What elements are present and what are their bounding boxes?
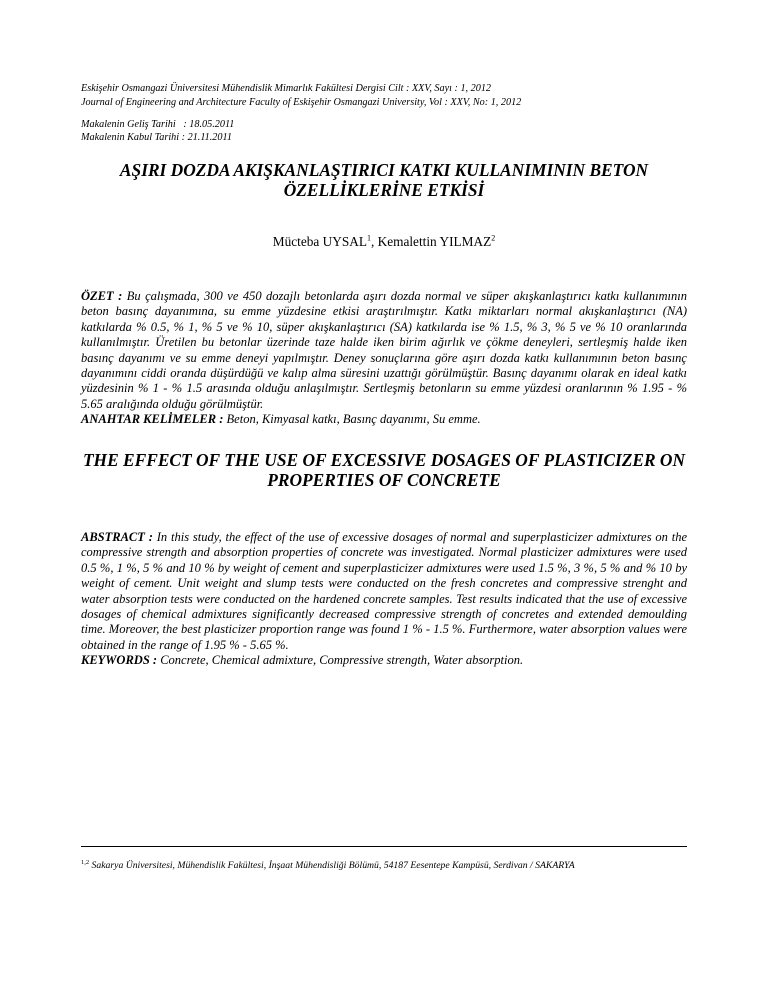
abstract-text: In this study, the effect of the use of excessive dosages of normal and superplasticizer admixtures on the compressive strength and absorption properties of concrete was investigated. Normal plasticizer admixtures were used 0.5 %, 1 %, 5 % and 10 % by weight of cement and superplasticizer admixtures were used 1.5 %, 3 %, 5 % and % 10 by weight of cement. Unit weight and slump tests were conducted on the fresh concretes and compressive strenght and water absorption tests were conducted on the hardened concrete samples. Test results indicated that the use of excessive dosages of chemical admixtures significantly decreased compressive strength of concretes and extended demoulding time. Moreover, the best plasticizer proportion range was found 1 % - 1.5 %. Furthermore, water absorption values were obtained in the range of 1.95 % - 5.65 %. <box>81 530 688 652</box>
abstract-label: ABSTRACT : <box>81 530 153 544</box>
author-affiliation-mark: 1 <box>366 233 371 243</box>
footnote-text: Sakarya Üniversitesi, Mühendislik Fakültesi, İnşaat Mühendisliği Bölümü, 54187 Eesentepe Kampüsü, Serdivan / SAKARYA <box>89 860 575 871</box>
footnote-divider <box>81 846 687 847</box>
journal-name-en: Journal of Engineering and Architecture Faculty of Eskişehir Osmangazi University, Vol : XXV, No: 1, 2012 <box>81 96 522 108</box>
keywords-text: Concrete, Chemical admixture, Compressive strength, Water absorption. <box>160 653 524 668</box>
abstract-label: ÖZET : <box>81 289 123 303</box>
received-date: Makalenin Geliş Tarihi : 18.05.2011 <box>81 119 235 130</box>
keywords-text: Beton, Kimyasal katkı, Basınç dayanımı, Su emme. <box>226 412 481 427</box>
keywords-label: ANAHTAR KELİMELER : <box>81 412 224 427</box>
author-name: Kemalettin YILMAZ <box>377 234 492 249</box>
abstract-english <box>81 530 687 669</box>
author-affiliation-mark: 2 <box>491 233 496 243</box>
journal-header <box>81 82 701 109</box>
accepted-date: Makalenin Kabul Tarihi : 21.11.2011 <box>81 131 232 143</box>
abstract-text: Bu çalışmada, 300 ve 450 dozajlı betonlarda aşırı dozda normal ve süper akışkanlaştırıcı katkı kullanımının beton basınç dayanımına, su emme yüzdesine etkisi araştırılmıştır. Katkı miktarları normal akışkanlaştırıcı (NA) katkılarda % 0.5, % 1, % 5 ve % 10, süper akışkanlaştırıcı (SA) katkılarda ise % 1.5, % 3, % 5 ve % 10 oranlarında kullanılmıştır. Üretilen bu betonlar üzerinde taze halde iken birim ağırlık ve çökme deneyleri, sertleşmiş halde iken basınç dayanımı ve su emme deneyi yapılmıştır. Deney sonuçlarına göre aşırı dozda katkı kullanımının beton basınç dayanımını ciddi oranda düşürdüğü ve kalıp alma süresini uzattığı görülmüştür. Basınç dayanımı olarak en ideal katkı yüzdesinin % 1 - % 1.5 arasında olduğu anlaşılmıştır. Sertleşmiş betonların su emme yüzdesi oranlarının % 1.95 - % 5.65 aralığında olduğu görülmüştür. <box>81 289 687 411</box>
abstract-turkish <box>81 289 687 428</box>
title-english: THE EFFECT OF THE USE OF EXCESSIVE DOSAGES OF PLASTICIZER ON PROPERTIES OF CONCRETE <box>82 450 686 490</box>
author-separator: , <box>370 234 378 249</box>
keywords-label: KEYWORDS : <box>81 653 158 668</box>
affiliation-footnote <box>81 860 701 872</box>
journal-name-tr: Eskişehir Osmangazi Üniversitesi Mühendislik Mimarlık Fakültesi Dergisi Cilt : XXV, Sayı : 1, 2012 <box>81 83 492 94</box>
article-dates <box>81 119 481 144</box>
footnote-mark: 1,2 <box>81 858 90 866</box>
author-name: Mücteba UYSAL <box>272 234 367 249</box>
title-turkish: AŞIRI DOZDA AKIŞKANLAŞTIRICI KATKI KULLANIMININ BETON ÖZELLİKLERİNE ETKİSİ <box>119 160 649 200</box>
author-list <box>81 234 687 250</box>
